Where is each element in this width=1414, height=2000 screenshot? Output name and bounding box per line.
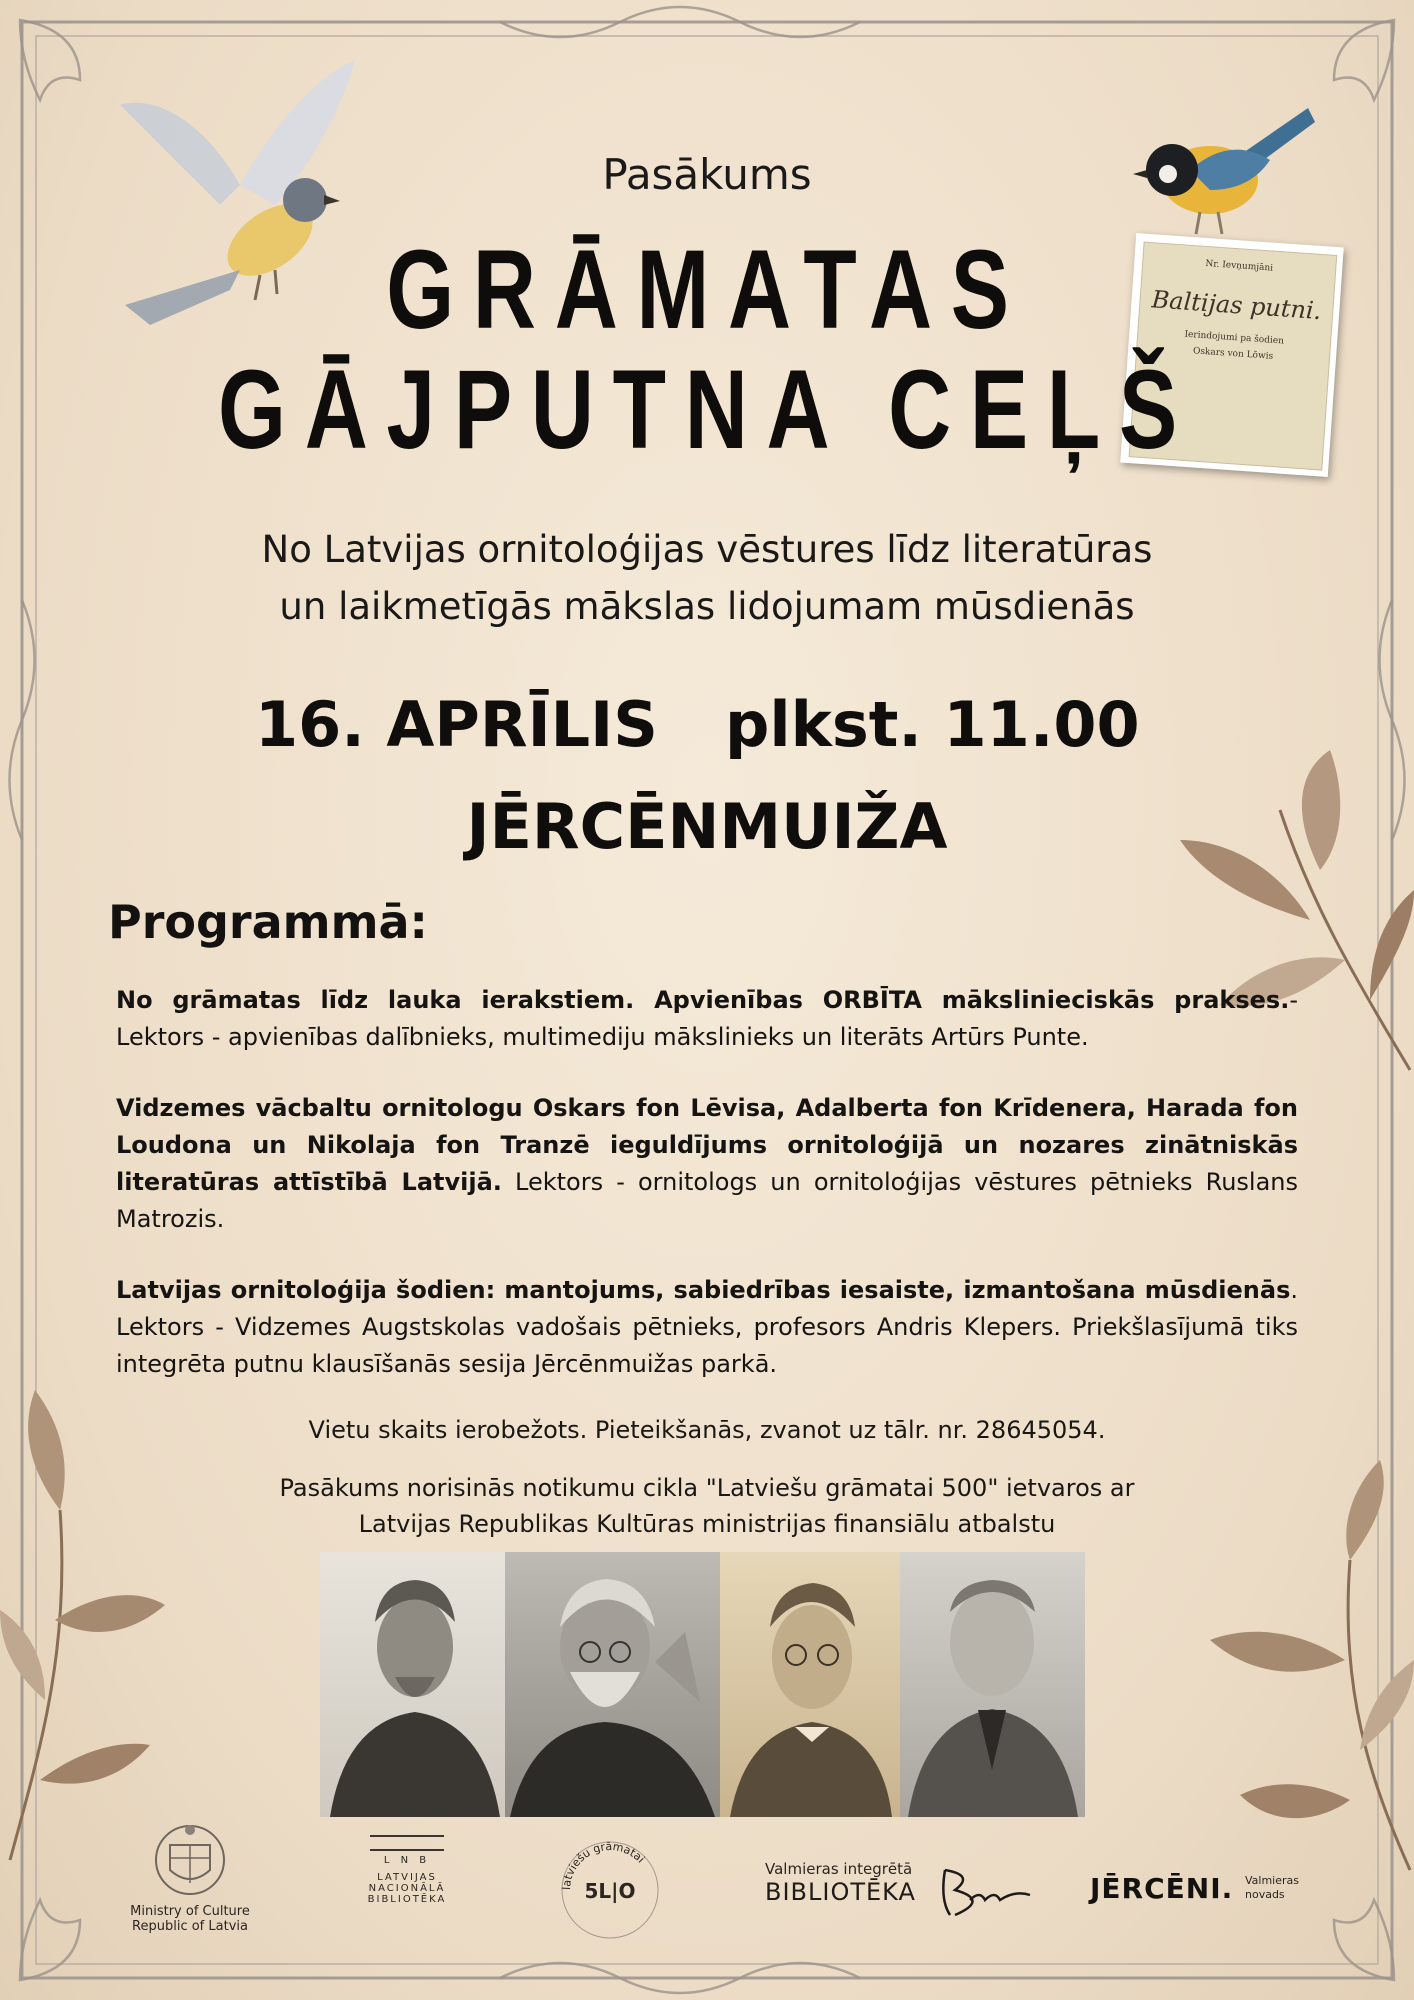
l500-ring-text: latviešu grāmatai — [559, 1839, 648, 1891]
lnb-line3: BIBLIOTĒKA — [367, 1894, 447, 1905]
program-item-1-title: No grāmatas līdz lauka ierakstiem. Apvienības ORBĪTA mākslinieciskās prakses. — [116, 986, 1290, 1014]
ministry-line2: Republic of Latvia — [132, 1919, 248, 1934]
cycle-note-line1: Pasākums norisinās notikumu cikla "Latviešu grāmatai 500" ietvaros ar — [279, 1474, 1135, 1502]
book-cover-sub2: Oskars von Lōwis — [1192, 346, 1274, 362]
program-item-1-text: - Lektors - apvienības dalībnieks, multimediju mākslinieks un literāts Artūrs Punte. — [116, 986, 1298, 1051]
l500-center: 5L|O — [584, 1879, 636, 1903]
program-heading: Programmā: — [108, 895, 428, 949]
program-item-1 — [116, 982, 1298, 1056]
lnb-line1: LATVIJAS — [377, 1872, 437, 1883]
program-item-2-title: Vidzemes vācbaltu ornitologu Oskars fon Lēvisa, Adalberta fon Krīdenera, Harada fon Loudona un Nikolaja fon Tranzē ieguldījums ornitoloģijā un nozares zinātniskās literatūras attīstībā Latvijā. — [116, 1094, 1298, 1196]
program-item-3-title: Latvijas ornitoloģija šodien: mantojums, sabiedrības iesaiste, izmantošana mūsdienās — [116, 1276, 1291, 1304]
portrait-1 — [320, 1552, 505, 1817]
lnb-abbr: L N B — [383, 1855, 431, 1866]
jerceni-logo — [1090, 1872, 1320, 1922]
event-place: JĒRCĒNMUIŽA — [466, 790, 948, 863]
lnb-line2: NACIONĀLĀ — [368, 1883, 446, 1894]
jerceni-sub2: novads — [1245, 1888, 1285, 1901]
valmiera-line2: BIBLIOTĒKA — [765, 1878, 916, 1906]
program-item-2 — [116, 1090, 1298, 1238]
program-item-2-text: Lektors - ornitologs un ornitoloģijas vēstures pētnieks Ruslans Matrozis. — [116, 1168, 1298, 1233]
latvia-coat-of-arms-icon — [120, 1820, 260, 1900]
program-item-3-text: . Lektors - Vidzemes Augstskolas vadošais pētnieks, profesors Andris Klepers. Priekšlasījumā tiks integrēta putnu klausīšanās sesija Jērcēnmuižas parkā. — [116, 1276, 1298, 1378]
portrait-4 — [900, 1552, 1085, 1817]
jerceni-sub1: Valmieras — [1245, 1874, 1300, 1887]
date-time-row — [0, 688, 1414, 768]
subtitle-line2: un laikmetīgās mākslas lidojumam mūsdienās — [279, 585, 1135, 628]
title-line1: GRĀMATAS — [386, 227, 1028, 352]
subtitle-line1: No Latvijas ornitoloģijas vēstures līdz literatūras — [261, 528, 1153, 571]
title-line2: GĀJPUTNA CEĻŠ — [218, 347, 1196, 472]
leaves-decoration-left — [0, 1390, 170, 1870]
signature-icon — [925, 1860, 1035, 1920]
event-time: plkst. 11.00 — [725, 688, 1140, 761]
portrait-3 — [720, 1552, 900, 1817]
cycle-note-line2: Latvijas Republikas Kultūras ministrijas finansiālu atbalstu — [358, 1510, 1056, 1538]
book-cover-sub1: Ierindojumi pa šodien — [1184, 329, 1285, 347]
jerceni-name: JĒRCĒNI. — [1090, 1872, 1234, 1905]
book-cover-header: Nr. Ievņumjāni — [1205, 258, 1274, 274]
program-item-3 — [116, 1272, 1298, 1383]
valmiera-library-logo — [765, 1860, 1025, 1930]
ministry-line1: Ministry of Culture — [130, 1904, 250, 1919]
valmiera-line1: Valmieras integrētā — [765, 1860, 913, 1878]
latviesu-gramatai-500-logo — [555, 1835, 665, 1945]
lnb-logo — [362, 1835, 452, 1945]
event-kicker: Pasākums — [602, 150, 812, 199]
event-date: 16. APRĪLIS — [255, 688, 658, 761]
portrait-2 — [505, 1552, 720, 1817]
registration-note: Vietu skaits ierobežots. Pieteikšanās, zvanot uz tālr. nr. 28645054. — [308, 1416, 1106, 1444]
ministry-of-culture-logo — [120, 1820, 260, 1940]
book-cover-title: Baltijas putni. — [1150, 285, 1323, 326]
